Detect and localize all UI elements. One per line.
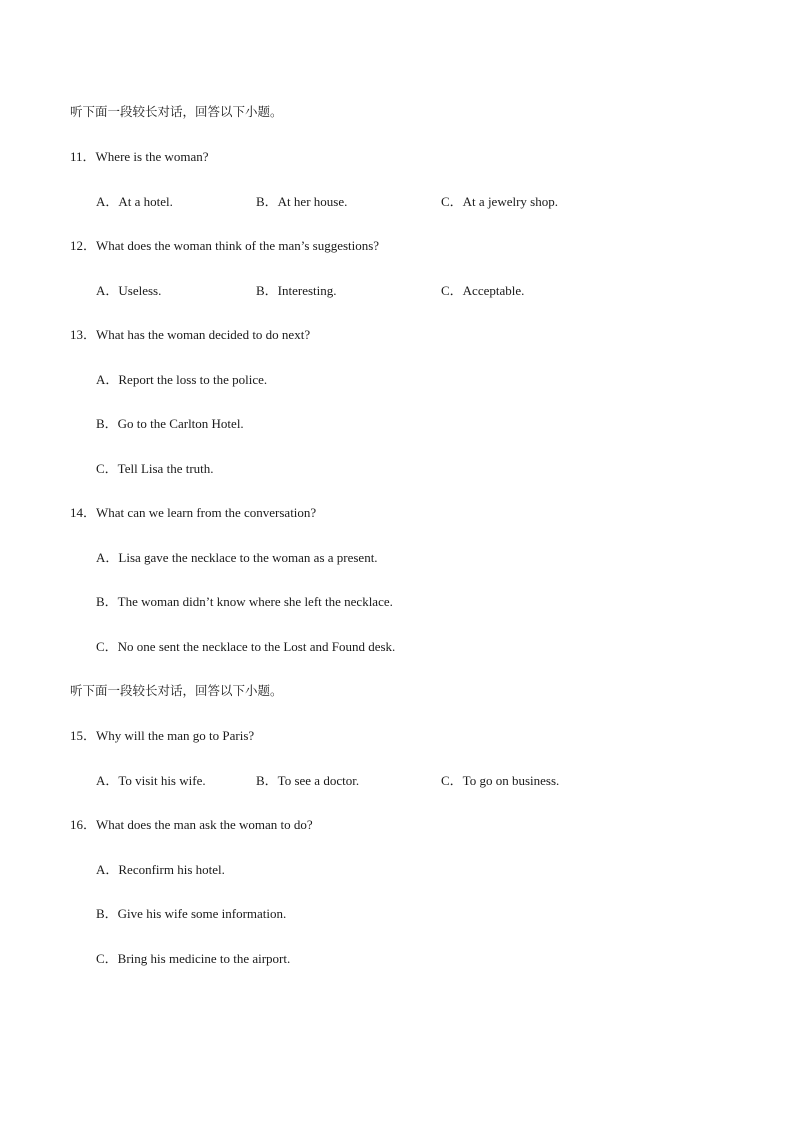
option-letter: B． — [96, 594, 118, 609]
option-letter: C． — [441, 283, 463, 298]
question-number: 15． — [70, 728, 97, 743]
option-12-a — [96, 283, 161, 299]
option-13-c — [96, 461, 214, 477]
option-letter: A． — [96, 283, 119, 298]
option-letter: C． — [441, 773, 463, 788]
question-text: What does the man ask the woman to do? — [96, 817, 313, 832]
option-12-b — [256, 283, 337, 299]
option-15-a — [96, 773, 206, 789]
option-text: Give his wife some information. — [117, 906, 287, 921]
option-text: At a jewelry shop. — [462, 194, 558, 209]
question-number: 16． — [70, 817, 97, 832]
question-text: Why will the man go to Paris? — [96, 728, 255, 743]
option-letter: C． — [441, 194, 463, 209]
question-number: 12． — [70, 238, 97, 253]
option-letter: B． — [96, 906, 118, 921]
option-15-c — [441, 773, 559, 789]
question-number: 14． — [70, 505, 97, 520]
option-letter: A． — [96, 372, 119, 387]
option-14-a — [96, 550, 378, 566]
option-12-c — [441, 283, 524, 299]
option-14-b — [96, 594, 393, 610]
option-letter: A． — [96, 773, 119, 788]
option-16-a — [96, 862, 225, 878]
option-text: Acceptable. — [462, 283, 525, 298]
question-11 — [70, 149, 209, 165]
option-text: Useless. — [118, 283, 162, 298]
option-text: Reconfirm his hotel. — [118, 862, 225, 877]
option-13-a — [96, 372, 267, 388]
option-text: Tell Lisa the truth. — [117, 461, 214, 476]
option-text: Report the loss to the police. — [118, 372, 268, 387]
option-text: At a hotel. — [118, 194, 173, 209]
option-16-b — [96, 906, 286, 922]
option-text: Go to the Carlton Hotel. — [117, 416, 244, 431]
question-15 — [70, 728, 254, 744]
question-16 — [70, 817, 313, 833]
option-text: To go on business. — [462, 773, 560, 788]
question-text: Where is the woman? — [95, 149, 209, 164]
option-13-b — [96, 416, 244, 432]
question-number: 11． — [70, 149, 96, 164]
question-number: 13． — [70, 327, 97, 342]
section-instruction: 听下面一段较长对话，回答以下小题。 — [70, 683, 283, 698]
option-text: The woman didn’t know where she left the necklace. — [117, 594, 393, 609]
option-letter: A． — [96, 862, 119, 877]
option-text: No one sent the necklace to the Lost and Found desk. — [117, 639, 396, 654]
question-text: What does the woman think of the man’s suggestions? — [96, 238, 380, 253]
option-letter: C． — [96, 461, 118, 476]
option-15-b — [256, 773, 359, 789]
option-letter: B． — [256, 283, 278, 298]
option-11-a — [96, 194, 173, 210]
question-text: What can we learn from the conversation? — [96, 505, 317, 520]
option-letter: B． — [96, 416, 118, 431]
option-14-c — [96, 639, 395, 655]
option-text: To see a doctor. — [277, 773, 360, 788]
option-text: At her house. — [277, 194, 348, 209]
option-letter: B． — [256, 194, 278, 209]
section-instruction: 听下面一段较长对话，回答以下小题。 — [70, 104, 283, 119]
question-text: What has the woman decided to do next? — [96, 327, 311, 342]
option-letter: B． — [256, 773, 278, 788]
option-letter: C． — [96, 639, 118, 654]
question-14 — [70, 505, 316, 521]
option-letter: A． — [96, 550, 119, 565]
question-12 — [70, 238, 379, 254]
option-text: To visit his wife. — [118, 773, 206, 788]
option-letter: C． — [96, 951, 118, 966]
option-11-b — [256, 194, 347, 210]
question-13 — [70, 327, 310, 343]
option-16-c — [96, 951, 290, 967]
option-letter: A． — [96, 194, 119, 209]
option-text: Interesting. — [277, 283, 337, 298]
option-text: Bring his medicine to the airport. — [117, 951, 291, 966]
option-text: Lisa gave the necklace to the woman as a present. — [118, 550, 378, 565]
option-11-c — [441, 194, 558, 210]
